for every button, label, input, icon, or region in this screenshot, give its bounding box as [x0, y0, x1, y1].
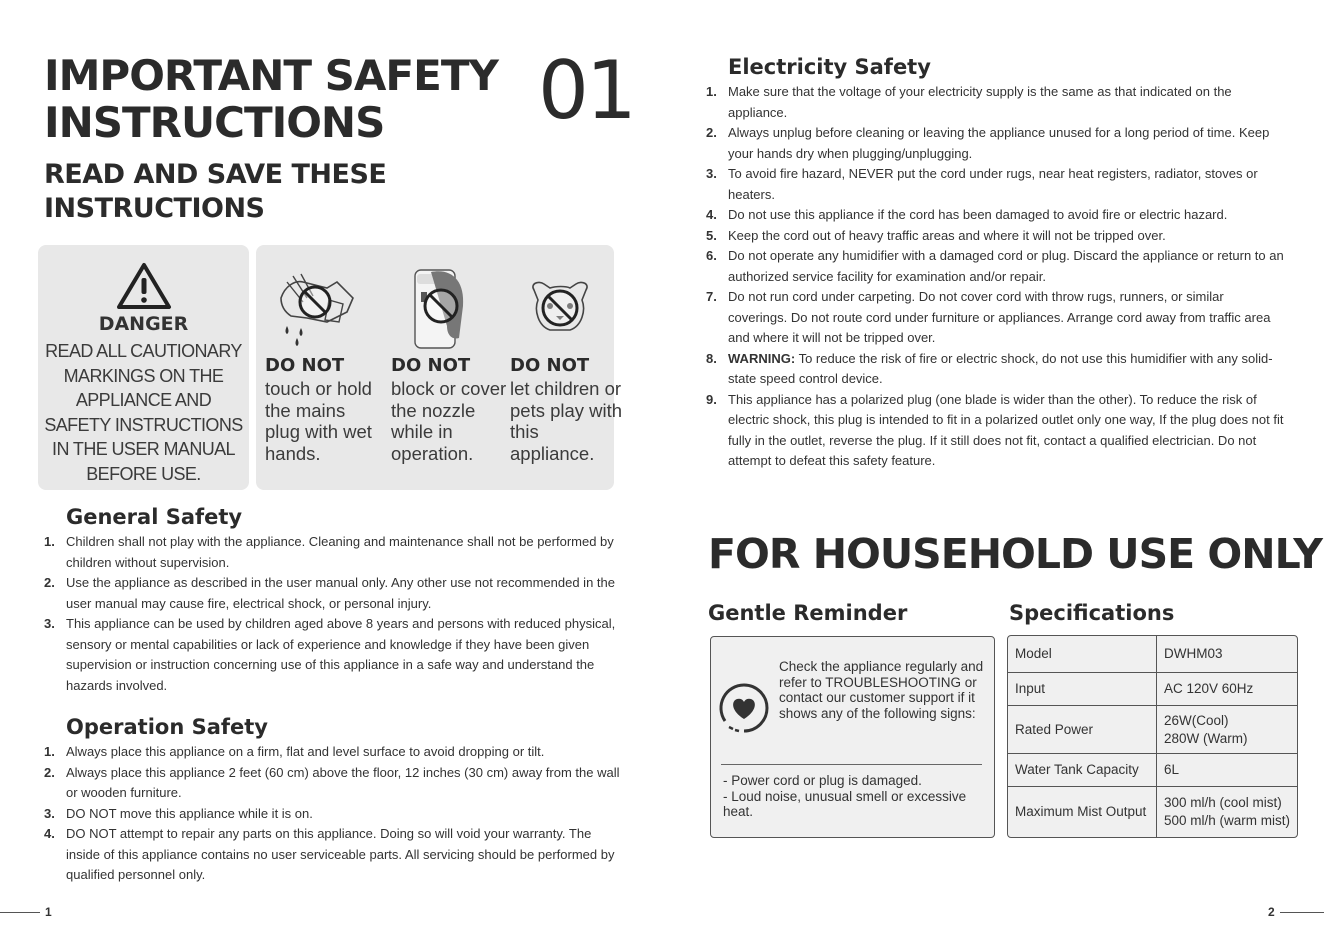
- list-item: 1. Make sure that the voltage of your electricity supply is the same as that indicated on the appliance.: [706, 84, 1232, 120]
- list-item: - Power cord or plug is damaged.: [723, 773, 922, 788]
- warning-triangle-icon: [115, 261, 173, 311]
- item-text: Do not use this appliance if the cord has been damaged to avoid fire or electric hazard.: [728, 207, 1228, 222]
- item-text: DO NOT move this appliance while it is on.: [66, 805, 313, 821]
- item-text: Always unplug before cleaning or leaving the appliance unused for a long period of time. Keep your hands dry when plugging/unplugging.: [728, 125, 1270, 161]
- no-block-nozzle-icon: [382, 263, 500, 355]
- spec-value-line: DWHM03: [1164, 646, 1223, 661]
- list-item: 9. This appliance has a polarized plug (one blade is wider than the other). To reduce the risk of electric shock, this plug is intended to fit in a polarized outlet only one way, If the plug does not fit fully in the outlet, reverse the plug. If it still does not fit, contact a qualified electrician. Do not attempt to defeat this safety feature.: [706, 391, 1284, 468]
- list-item: 1. Children shall not play with the appliance. Cleaning and maintenance shall not be performed by children without supervision.: [44, 534, 614, 570]
- table-row: [1008, 787, 1297, 837]
- table-row: [1008, 636, 1297, 673]
- do-not-item: [256, 245, 374, 490]
- do-not-item: [501, 245, 623, 490]
- page-number: 2: [1268, 905, 1275, 919]
- spec-key: Input: [1008, 673, 1157, 706]
- danger-label: DANGER: [98, 313, 189, 335]
- list-item: - Loud noise, unusual smell or excessive heat.: [723, 788, 967, 820]
- item-text: Keep the cord out of heavy traffic areas and where it will not be tripped over.: [728, 227, 1166, 243]
- subtitle-line-1: READ AND SAVE THESE: [44, 159, 387, 190]
- spec-value: [1157, 787, 1297, 837]
- do-not-heading: DO NOT: [391, 355, 471, 376]
- list-item: 3. This appliance can be used by children aged above 8 years and persons with reduced physical, sensory or mental capabilities or lack of experience and knowledge if they have been given supervision or instruction concerning use of this appliance in a safe way and understand the hazards involved.: [44, 616, 616, 693]
- do-not-heading: DO NOT: [510, 355, 590, 376]
- list-item: 3. To avoid fire hazard, NEVER put the cord under rugs, near heat registers, radiator, stoves or heaters.: [706, 166, 1258, 202]
- spec-value-line: 6L: [1164, 762, 1180, 777]
- do-not-text: block or cover the nozzle while in operation.: [391, 378, 507, 464]
- item-text: Use the appliance as described in the user manual only. Any other use not recommended in the user manual may cause fire, electrical shock, or personal injury.: [66, 575, 615, 611]
- reminder-signs: [723, 773, 988, 820]
- item-text: DO NOT attempt to repair any parts on this appliance. Doing so will void your warranty. The inside of this appliance contains no user serviceable parts. All servicing should be performed by qualified personnel only.: [66, 826, 615, 882]
- spec-key: Maximum Mist Output: [1008, 787, 1157, 837]
- spec-value-line: 500 ml/h (warm mist): [1164, 813, 1291, 828]
- footer-rule: [1280, 912, 1324, 913]
- table-row: [1008, 706, 1297, 754]
- list-item: 2. Always unplug before cleaning or leaving the appliance unused for a long period of time. Keep your hands dry when plugging/unplugging.: [706, 125, 1270, 161]
- spec-value: [1157, 754, 1297, 787]
- item-text: This appliance has a polarized plug (one blade is wider than the other). To reduce the risk of electric shock, this plug is intended to fit in a polarized outlet only one way, If the plug does not fit fully in the outlet, reverse the plug. If it still does not fit, contact a qualified electrician. Do not attempt to defeat this safety feature.: [728, 391, 1284, 468]
- item-text: Children shall not play with the appliance. Cleaning and maintenance shall not be performed by children without supervision.: [66, 534, 614, 570]
- page-number: 1: [45, 905, 52, 919]
- list-item: 1. Always place this appliance on a firm, flat and level surface to avoid dropping or tilt.: [44, 744, 545, 759]
- danger-text: READ ALL CAUTIONARY MARKINGS ON THE APPLIANCE AND SAFETY INSTRUCTIONS IN THE USER MANUAL BEFORE USE.: [44, 341, 243, 484]
- reminder-text: Check the appliance regularly and refer to TROUBLESHOOTING or contact our customer support if it shows any of the following signs:: [779, 659, 984, 722]
- spec-value-line: 280W (Warm): [1164, 730, 1248, 746]
- section-number: 01: [538, 44, 634, 137]
- spec-value-line: AC 120V 60Hz: [1164, 681, 1254, 696]
- general-safety-heading: General Safety: [66, 505, 243, 529]
- gentle-reminder-box: [710, 636, 995, 838]
- electricity-safety-list: [706, 82, 1286, 472]
- list-item: 3. DO NOT move this appliance while it is on.: [44, 805, 313, 821]
- do-not-text: let children or pets play with this appliance.: [510, 378, 623, 464]
- general-safety-list: [44, 532, 624, 696]
- spec-value: [1157, 706, 1297, 754]
- do-not-panel: [256, 245, 623, 490]
- no-wet-hands-icon: [256, 263, 374, 355]
- item-text: Do not run cord under carpeting. Do not cover cord with throw rugs, runners, or similar coverings. Do not route cord under furniture or appliances. Arrange cord away from traffic area and where it will not be tripped over.: [728, 289, 1271, 345]
- item-text: Do not operate any humidifier with a damaged cord or plug. Discard the appliance or return to an authorized service facility for examination and/or repair.: [728, 248, 1284, 284]
- spec-key: Water Tank Capacity: [1008, 754, 1157, 787]
- reminder-divider: [721, 764, 982, 765]
- household-use-heading: FOR HOUSEHOLD USE ONLY: [708, 530, 1323, 578]
- warning-label: WARNING:: [728, 350, 796, 366]
- specifications-heading: Specifications: [1009, 601, 1175, 625]
- specifications-table: [1007, 635, 1298, 838]
- item-text: Make sure that the voltage of your electricity supply is the same as that indicated on the appliance.: [728, 84, 1232, 120]
- list-item: 7. Do not run cord under carpeting. Do not cover cord with throw rugs, runners, or similar coverings. Do not route cord under furniture or appliances. Arrange cord away from traffic area and where it will not be tripped over.: [706, 289, 1271, 345]
- spec-value-line: 300 ml/h (cool mist): [1164, 795, 1282, 810]
- spec-value-line: 26W(Cool): [1164, 712, 1229, 728]
- electricity-safety-heading: Electricity Safety: [728, 55, 931, 79]
- list-item: 5. Keep the cord out of heavy traffic areas and where it will not be tripped over.: [706, 227, 1166, 243]
- item-text: Always place this appliance on a firm, flat and level surface to avoid dropping or tilt.: [66, 744, 545, 759]
- subtitle: [44, 158, 464, 226]
- do-not-heading: DO NOT: [265, 355, 345, 376]
- operation-safety-heading: Operation Safety: [66, 715, 268, 739]
- spec-value: [1157, 673, 1297, 706]
- do-not-text: touch or hold the mains plug with wet hands.: [265, 378, 372, 464]
- spec-value: [1157, 636, 1297, 673]
- spec-key: Rated Power: [1008, 706, 1157, 754]
- footer-rule: [0, 912, 40, 913]
- item-text: This appliance can be used by children aged above 8 years and persons with reduced physical, sensory or mental capabilities or lack of experience and knowledge if they have been given supervision or instruction concerning use of this appliance in a safe way and understand the hazards involved.: [66, 616, 616, 693]
- heart-refresh-icon: [717, 681, 771, 735]
- operation-safety-list: [44, 742, 624, 886]
- list-item: 2. Always place this appliance 2 feet (60 cm) above the floor, 12 inches (30 cm) away from the wall or wooden furniture.: [44, 764, 620, 800]
- no-children-pets-icon: [501, 263, 619, 355]
- list-item: 8. WARNING: To reduce the risk of fire or electric shock, do not use this humidifier with any solid-state speed control device.: [706, 350, 1273, 386]
- title-line-1: IMPORTANT SAFETY: [44, 51, 498, 100]
- gentle-reminder-heading: Gentle Reminder: [708, 601, 908, 625]
- list-item: 4. Do not use this appliance if the cord has been damaged to avoid fire or electric hazard.: [706, 207, 1228, 222]
- danger-panel: [38, 245, 249, 490]
- item-text: Always place this appliance 2 feet (60 cm) above the floor, 12 inches (30 cm) away from the wall or wooden furniture.: [66, 764, 620, 800]
- do-not-item: [382, 245, 507, 490]
- item-text: To reduce the risk of fire or electric shock, do not use this humidifier with any solid-state speed control device.: [728, 350, 1273, 386]
- list-item: 2. Use the appliance as described in the user manual only. Any other use not recommended in the user manual may cause fire, electrical shock, or personal injury.: [44, 575, 615, 611]
- list-item: 6. Do not operate any humidifier with a damaged cord or plug. Discard the appliance or return to an authorized service facility for examination and/or repair.: [706, 248, 1284, 284]
- table-row: [1008, 673, 1297, 706]
- page-title: [44, 52, 514, 146]
- list-item: 4. DO NOT attempt to repair any parts on this appliance. Doing so will void your warranty. The inside of this appliance contains no user serviceable parts. All servicing should be performed by qualified personnel only.: [44, 826, 615, 882]
- title-line-2: INSTRUCTIONS: [44, 98, 385, 147]
- subtitle-line-2: INSTRUCTIONS: [44, 193, 265, 224]
- spec-key: Model: [1008, 636, 1157, 673]
- item-text: To avoid fire hazard, NEVER put the cord under rugs, near heat registers, radiator, stoves or heaters.: [728, 166, 1258, 202]
- table-row: [1008, 754, 1297, 787]
